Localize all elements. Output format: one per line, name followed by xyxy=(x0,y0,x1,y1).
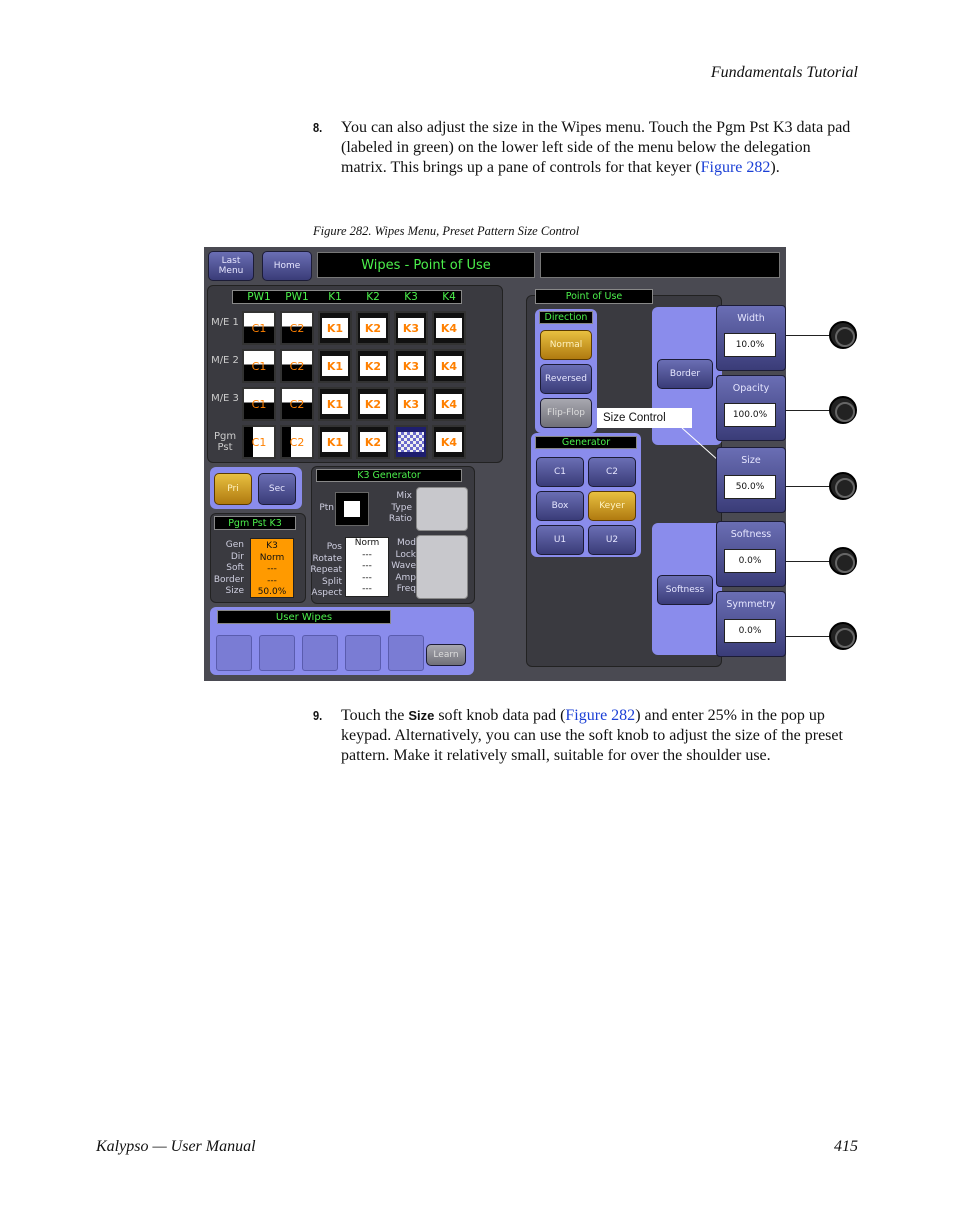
knob-value[interactable]: 50.0% xyxy=(724,475,776,499)
matrix-cell[interactable] xyxy=(394,349,428,383)
label-ratio: Ratio xyxy=(388,514,412,524)
step-body-a: Touch the xyxy=(341,707,409,724)
menu-title: Wipes - Point of Use xyxy=(317,252,535,278)
value-soft: --- xyxy=(267,564,277,574)
soft-knob-icon[interactable] xyxy=(829,396,857,424)
step-text xyxy=(341,118,858,178)
matrix-cell-label: K1 xyxy=(322,432,348,452)
matrix-header-5: K4 xyxy=(442,291,456,303)
matrix-cell-label: K1 xyxy=(322,356,348,376)
matrix-cell[interactable]: C2 xyxy=(280,387,314,421)
size-keyword: Size xyxy=(408,708,435,723)
generator-box-button[interactable]: Box xyxy=(536,491,584,521)
user-wipe-slot[interactable] xyxy=(388,635,424,671)
matrix-row-label: M/E 1 xyxy=(211,317,239,328)
label-mod: Mod xyxy=(397,538,416,548)
matrix-cell[interactable]: C2 xyxy=(280,425,314,459)
knob-label: Width xyxy=(737,313,765,324)
value-repeat: --- xyxy=(362,561,372,571)
knob-value[interactable]: 100.0% xyxy=(724,403,776,427)
label-split: Split xyxy=(322,576,342,587)
matrix-cell[interactable] xyxy=(394,425,428,459)
matrix-cell-label: K2 xyxy=(360,356,386,376)
user-wipes-title: User Wipes xyxy=(217,610,391,624)
step-body: You can also adjust the size in the Wipes menu. Touch the Pgm Pst K3 data pad (labeled in green) on the lower left side of the menu below the delegation matrix. This brings up a pane of controls for that keyer ( xyxy=(341,119,851,176)
matrix-cell-label: K2 xyxy=(360,394,386,414)
matrix-cell-label: K4 xyxy=(436,394,462,414)
matrix-cell[interactable] xyxy=(318,349,352,383)
learn-button[interactable]: Learn xyxy=(426,644,466,666)
step-9 xyxy=(313,706,858,766)
figure-link[interactable]: Figure 282 xyxy=(700,159,771,176)
pgm-pst-k3-title[interactable]: Pgm Pst K3 xyxy=(214,516,296,530)
matrix-cell-label: K3 xyxy=(398,394,424,414)
matrix-row-label: M/E 2 xyxy=(211,355,239,366)
matrix-row-label: Pgm Pst xyxy=(213,431,237,453)
value-aspect: --- xyxy=(362,584,372,594)
user-wipe-slot[interactable] xyxy=(216,635,252,671)
ptn-label: Ptn xyxy=(319,503,334,513)
matrix-header-2: K1 xyxy=(328,291,342,303)
generator-c2-button[interactable]: C2 xyxy=(588,457,636,487)
home-button[interactable]: Home xyxy=(262,251,312,281)
label-aspect: Aspect xyxy=(311,588,342,598)
knob-label: Size xyxy=(741,455,761,466)
matrix-cell-label: K3 xyxy=(398,356,424,376)
matrix-cell[interactable] xyxy=(432,387,466,421)
knob-label: Opacity xyxy=(732,383,770,394)
matrix-cell[interactable] xyxy=(432,425,466,459)
user-wipe-slot[interactable] xyxy=(345,635,381,671)
matrix-cell-label: K4 xyxy=(436,432,462,452)
generator-c1-button[interactable]: C1 xyxy=(536,457,584,487)
figure-caption: Figure 282. Wipes Menu, Preset Pattern Size Control xyxy=(313,224,580,238)
step-end: ). xyxy=(770,159,780,176)
soft-knob-icon[interactable] xyxy=(829,547,857,575)
label-gen: Gen xyxy=(225,540,244,550)
footer-manual: Kalypso — User Manual xyxy=(96,1138,256,1155)
knob-value[interactable]: 10.0% xyxy=(724,333,776,357)
value-split: --- xyxy=(362,572,372,583)
label-mix: Mix xyxy=(396,491,412,501)
flip-flop-button[interactable]: Flip-Flop xyxy=(540,398,592,428)
matrix-header-0: PW1 xyxy=(247,291,271,303)
reversed-button[interactable]: Reversed xyxy=(540,364,592,394)
point-of-use-title: Point of Use xyxy=(535,289,653,304)
matrix-row-label: M/E 3 xyxy=(211,393,239,404)
label-rotate: Rotate xyxy=(312,553,342,564)
matrix-header-3: K2 xyxy=(366,291,380,303)
knob-value[interactable]: 0.0% xyxy=(724,549,776,573)
step-number: 9. xyxy=(313,708,323,723)
knob-label: Symmetry xyxy=(726,599,776,610)
generator-u2-button[interactable]: U2 xyxy=(588,525,636,555)
step-body-b: soft knob data pad ( xyxy=(434,707,566,724)
knob-value[interactable]: 0.0% xyxy=(724,619,776,643)
label-border: Border xyxy=(213,574,244,585)
generator-u1-button[interactable]: U1 xyxy=(536,525,584,555)
label-freq: Freq xyxy=(396,584,416,594)
matrix-cell[interactable]: C1 xyxy=(242,349,276,383)
value-gen: K3 xyxy=(266,541,278,551)
label-wave: Wave xyxy=(391,561,416,571)
sec-button[interactable]: Sec xyxy=(258,473,296,505)
label-lock: Lock xyxy=(395,549,416,560)
matrix-cell[interactable]: C2 xyxy=(280,311,314,345)
matrix-cell[interactable] xyxy=(394,311,428,345)
value-border: --- xyxy=(267,575,277,586)
generator-keyer-button[interactable]: Keyer xyxy=(588,491,636,521)
matrix-cell[interactable] xyxy=(432,311,466,345)
label-soft: Soft xyxy=(226,563,244,573)
k3-generator-title: K3 Generator xyxy=(316,469,462,482)
step-number: 8. xyxy=(313,120,323,135)
matrix-cell[interactable]: C2 xyxy=(280,349,314,383)
value-pos: Norm xyxy=(354,538,380,548)
matrix-cell[interactable] xyxy=(318,311,352,345)
page-number: 415 xyxy=(834,1138,858,1155)
matrix-header-1: PW1 xyxy=(285,291,309,303)
matrix-cell[interactable] xyxy=(394,387,428,421)
knob-leader-line xyxy=(786,335,830,336)
generator-title: Generator xyxy=(535,436,637,449)
matrix-cell[interactable]: C1 xyxy=(242,425,276,459)
matrix-cell[interactable] xyxy=(432,349,466,383)
matrix-cell[interactable] xyxy=(356,387,390,421)
soft-knob-icon[interactable] xyxy=(829,472,857,500)
pri-button[interactable]: Pri xyxy=(214,473,252,505)
matrix-cell[interactable] xyxy=(318,387,352,421)
matrix-cell-label: K1 xyxy=(322,318,348,338)
user-wipe-slot[interactable] xyxy=(302,635,338,671)
matrix-cell[interactable] xyxy=(356,349,390,383)
figure-link[interactable]: Figure 282 xyxy=(565,707,636,724)
matrix-header-4: K3 xyxy=(404,291,418,303)
label-repeat: Repeat xyxy=(310,565,342,575)
step-body-c: ) and enter 25% in the pop up keypad. Alternatively, you can use the soft knob to adjust the size of the preset pattern. Make it relatively small, suitable for over the shoulder use. xyxy=(341,707,843,764)
matrix-cell-label: K1 xyxy=(322,394,348,414)
step-text xyxy=(341,706,858,766)
softness-button[interactable]: Softness xyxy=(657,575,713,605)
user-wipe-slot[interactable] xyxy=(259,635,295,671)
label-amp: Amp xyxy=(395,572,416,583)
knob-leader-line xyxy=(786,486,830,487)
label-pos: Pos xyxy=(326,542,342,552)
border-button[interactable]: Border xyxy=(657,359,713,389)
matrix-cell-label: K2 xyxy=(360,432,386,452)
label-dir: Dir xyxy=(230,551,244,562)
knob-leader-line xyxy=(786,636,830,637)
label-size: Size xyxy=(225,586,244,596)
running-header: Fundamentals Tutorial xyxy=(710,64,858,81)
size-control-callout: Size Control xyxy=(597,408,692,428)
knob-label: Softness xyxy=(730,529,772,540)
value-rotate: --- xyxy=(362,549,372,560)
matrix-cell[interactable]: C1 xyxy=(242,387,276,421)
last-menu-button[interactable]: Last Menu xyxy=(208,251,254,281)
soft-knob-icon[interactable] xyxy=(829,622,857,650)
matrix-cell-label: K2 xyxy=(360,318,386,338)
soft-knob-icon[interactable] xyxy=(829,321,857,349)
matrix-cell[interactable] xyxy=(356,425,390,459)
label-type: Type xyxy=(391,502,412,513)
matrix-cell[interactable] xyxy=(356,311,390,345)
value-size: 50.0% xyxy=(257,587,287,597)
matrix-cell-label xyxy=(398,432,424,452)
normal-button[interactable]: Normal xyxy=(540,330,592,360)
value-dir: Norm xyxy=(259,552,285,563)
matrix-cell-label: K4 xyxy=(436,318,462,338)
matrix-cell-label: K4 xyxy=(436,356,462,376)
matrix-cell[interactable] xyxy=(318,425,352,459)
matrix-cell[interactable]: C1 xyxy=(242,311,276,345)
matrix-cell-label: K3 xyxy=(398,318,424,338)
wipes-menu-screenshot xyxy=(204,247,786,681)
direction-title: Direction xyxy=(539,311,593,324)
step-8 xyxy=(313,118,858,178)
knob-leader-line xyxy=(786,561,830,562)
knob-leader-line xyxy=(786,410,830,411)
